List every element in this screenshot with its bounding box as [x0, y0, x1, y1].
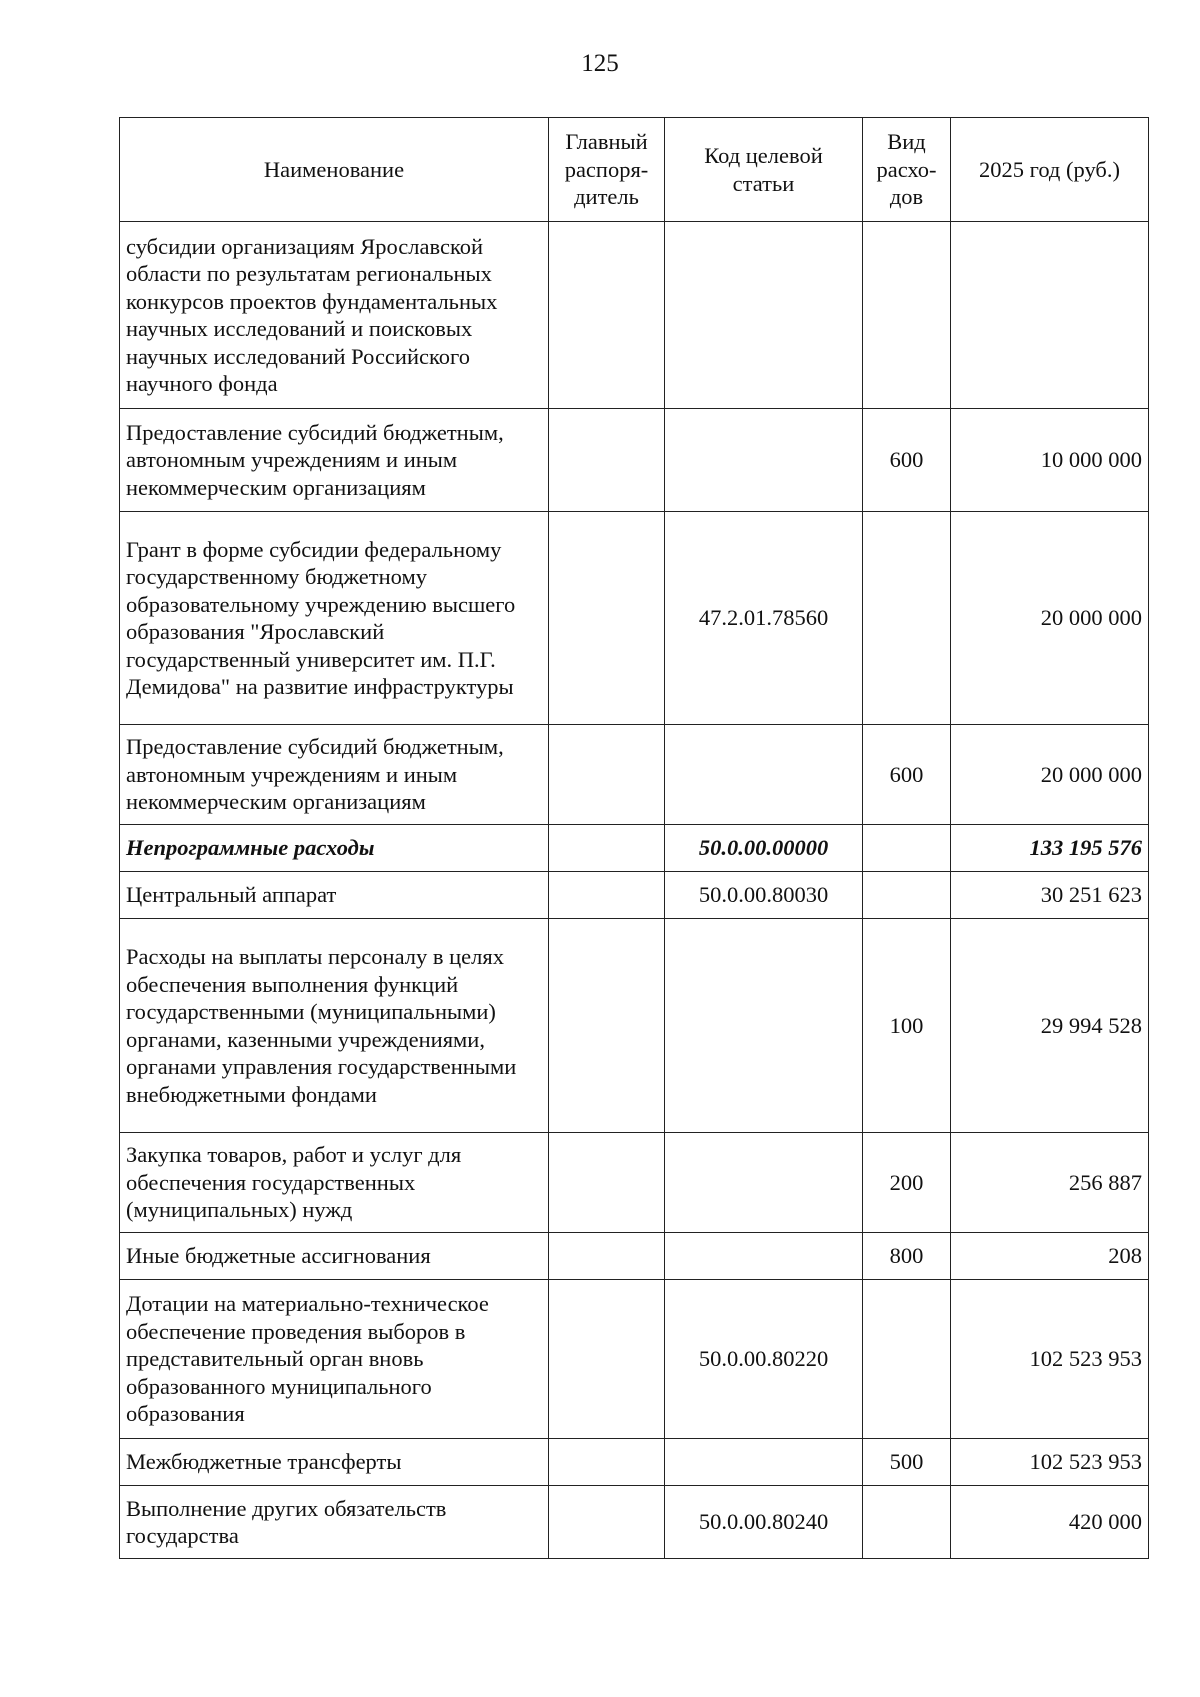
cell-admin: [549, 725, 665, 825]
cell-sum: 256 887: [951, 1133, 1149, 1233]
cell-type: 600: [863, 409, 951, 512]
cell-sum: 208: [951, 1233, 1149, 1280]
table-row: [120, 872, 1149, 919]
header-admin: Главный распоря-дитель: [549, 118, 665, 222]
cell-admin: [549, 1280, 665, 1439]
cell-code: [665, 409, 863, 512]
cell-sum: 102 523 953: [951, 1280, 1149, 1439]
cell-sum: [951, 222, 1149, 409]
cell-name: Иные бюджетные ассигнования: [120, 1233, 549, 1280]
cell-sum: 133 195 576: [951, 825, 1149, 872]
cell-admin: [549, 872, 665, 919]
table-row: [120, 725, 1149, 825]
header-sum: 2025 год (руб.): [951, 118, 1149, 222]
cell-code: 50.0.00.80240: [665, 1486, 863, 1559]
cell-name: Выполнение других обязательств государства: [120, 1486, 549, 1559]
cell-type: 200: [863, 1133, 951, 1233]
cell-name: Закупка товаров, работ и услуг для обеспечения государственных (муниципальных) нужд: [120, 1133, 549, 1233]
cell-type: [863, 825, 951, 872]
cell-name: Центральный аппарат: [120, 872, 549, 919]
cell-type: [863, 512, 951, 725]
cell-name: Предоставление субсидий бюджетным, автономным учреждениям и иным некоммерческим организациям: [120, 409, 549, 512]
cell-admin: [549, 1233, 665, 1280]
table-body: [120, 222, 1149, 1559]
cell-admin: [549, 1133, 665, 1233]
cell-admin: [549, 222, 665, 409]
cell-type: 100: [863, 919, 951, 1133]
cell-sum: 420 000: [951, 1486, 1149, 1559]
cell-type: [863, 1486, 951, 1559]
header-type: Вид расхо-дов: [863, 118, 951, 222]
cell-admin: [549, 512, 665, 725]
table-row: [120, 919, 1149, 1133]
header-name: Наименование: [120, 118, 549, 222]
cell-name: Дотации на материально-техническое обеспечение проведения выборов в представительный орган вновь образованного муниципального образования: [120, 1280, 549, 1439]
table-row: [120, 1486, 1149, 1559]
table-row: [120, 1439, 1149, 1486]
cell-admin: [549, 1486, 665, 1559]
cell-type: 800: [863, 1233, 951, 1280]
cell-code: 50.0.00.00000: [665, 825, 863, 872]
table-row: [120, 512, 1149, 725]
header-code: Код целевой статьи: [665, 118, 863, 222]
cell-code: 50.0.00.80030: [665, 872, 863, 919]
cell-type: 600: [863, 725, 951, 825]
cell-code: [665, 919, 863, 1133]
cell-code: [665, 725, 863, 825]
cell-type: [863, 1280, 951, 1439]
table-row: [120, 1233, 1149, 1280]
table-row: [120, 222, 1149, 409]
table-row: [120, 825, 1149, 872]
cell-sum: 10 000 000: [951, 409, 1149, 512]
cell-name: Расходы на выплаты персоналу в целях обеспечения выполнения функций государственными (муниципальными) органами, казенными учреждениями, органами управления государственными внебюджетными фондами: [120, 919, 549, 1133]
cell-sum: 20 000 000: [951, 725, 1149, 825]
cell-sum: 29 994 528: [951, 919, 1149, 1133]
budget-table: [119, 117, 1149, 1559]
table-row: [120, 1133, 1149, 1233]
table-row: [120, 1280, 1149, 1439]
cell-sum: 30 251 623: [951, 872, 1149, 919]
cell-type: [863, 872, 951, 919]
cell-admin: [549, 1439, 665, 1486]
cell-name: Непрограммные расходы: [120, 825, 549, 872]
cell-admin: [549, 919, 665, 1133]
cell-code: [665, 1233, 863, 1280]
table-row: [120, 409, 1149, 512]
cell-code: [665, 222, 863, 409]
cell-code: 47.2.01.78560: [665, 512, 863, 725]
cell-type: 500: [863, 1439, 951, 1486]
page-number: 125: [581, 50, 619, 77]
cell-name: Предоставление субсидий бюджетным, автономным учреждениям и иным некоммерческим организациям: [120, 725, 549, 825]
cell-code: [665, 1439, 863, 1486]
table-header-row: [120, 118, 1149, 222]
cell-admin: [549, 409, 665, 512]
cell-name: Межбюджетные трансферты: [120, 1439, 549, 1486]
cell-sum: 102 523 953: [951, 1439, 1149, 1486]
cell-type: [863, 222, 951, 409]
cell-name: Грант в форме субсидии федеральному государственному бюджетному образовательному учреждению высшего образования "Ярославский государственный университет им. П.Г. Демидова" на развитие инфраструктуры: [120, 512, 549, 725]
cell-admin: [549, 825, 665, 872]
cell-code: [665, 1133, 863, 1233]
cell-name: субсидии организациям Ярославской области по результатам региональных конкурсов проектов фундаментальных научных исследований и поисковых научных исследований Российского научного фонда: [120, 222, 549, 409]
cell-sum: 20 000 000: [951, 512, 1149, 725]
cell-code: 50.0.00.80220: [665, 1280, 863, 1439]
